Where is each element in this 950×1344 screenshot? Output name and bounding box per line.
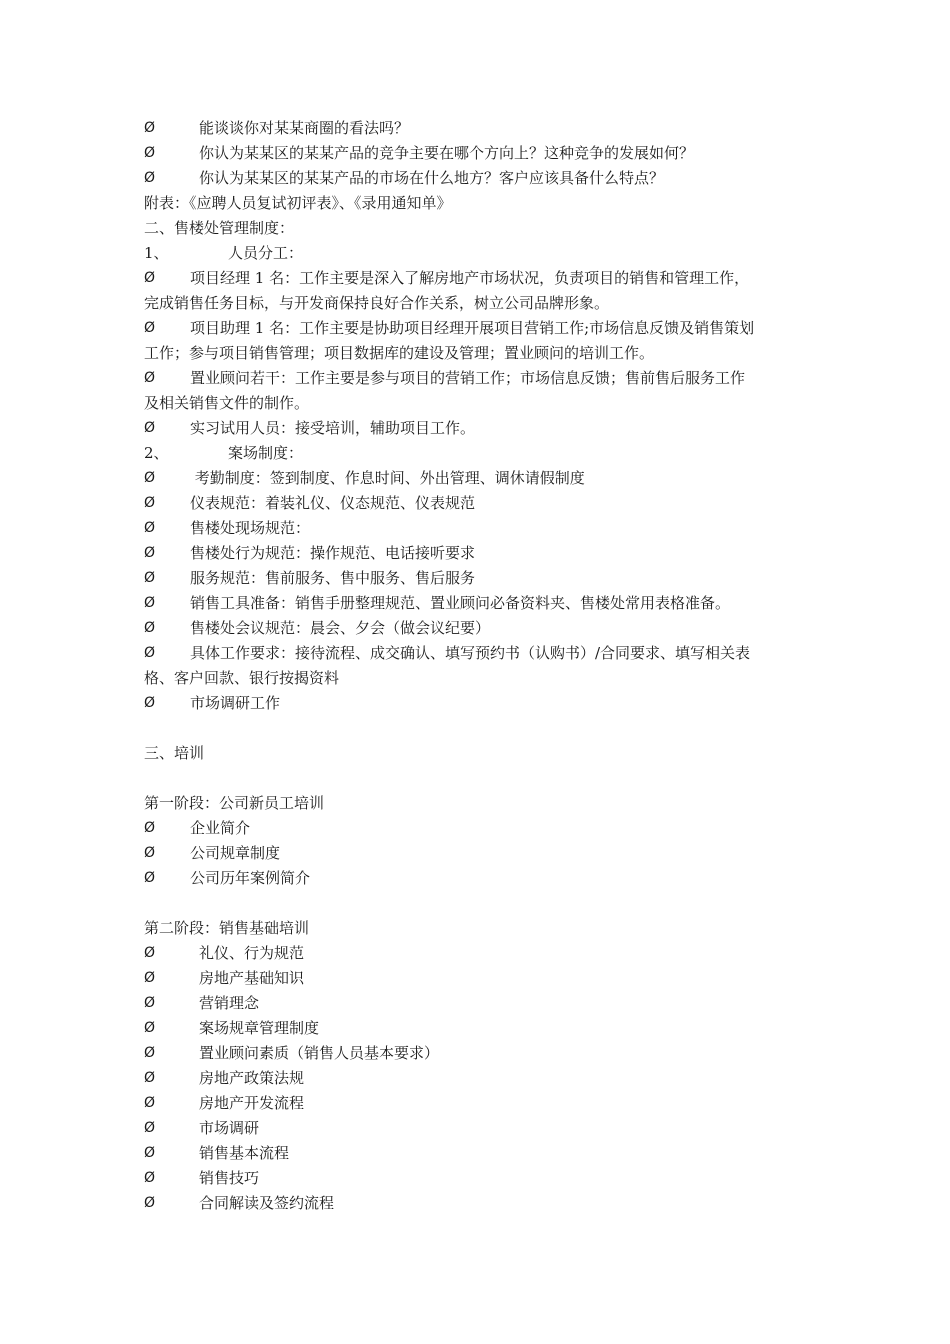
list-item [144,866,814,891]
bullet-icon: Ø [144,620,156,636]
list-item [144,641,814,666]
spacer [144,716,814,741]
spacer [144,891,814,916]
bullet-icon: Ø [144,970,156,986]
list-item [144,841,814,866]
bullet-icon: Ø [144,1095,156,1111]
list-item-continuation: 工作；参与项目销售管理；项目数据库的建设及管理；置业顾问的培训工作。 [144,344,655,362]
question-text: 你认为某某区的某某产品的市场在什么地方？客户应该具备什么特点？ [199,169,665,187]
training-item: 市场调研 [199,1119,260,1137]
bullet-icon: Ø [144,320,156,336]
training-item: 销售技巧 [199,1169,260,1187]
list-item [144,541,814,566]
list-item [144,691,814,716]
bullet-icon: Ø [144,1070,156,1086]
staff-text: 项目经理 1 名：工作主要是深入了解房地产市场状况，负责项目的销售和管理工作， [190,269,750,287]
list-item [144,466,814,491]
bullet-icon: Ø [144,695,156,711]
list-item [144,566,814,591]
list-item [144,816,814,841]
list-item [144,416,814,441]
bullet-icon: Ø [144,945,156,961]
bullet-icon: Ø [144,145,156,161]
list-item [144,1141,814,1166]
document-body [144,116,814,1216]
list-item [144,166,814,191]
list-item-continuation: 完成销售任务目标，与开发商保持良好合作关系，树立公司品牌形象。 [144,294,610,312]
spacer [144,766,814,791]
training-item: 房地产基础知识 [199,969,305,987]
bullet-icon: Ø [144,995,156,1011]
appendix-line: 附表：《应聘人员复试初评表》、《录用通知单》 [144,194,452,212]
training-item: 公司历年案例简介 [190,869,311,887]
list-item [144,266,814,291]
staff-text: 置业顾问若干：工作主要是参与项目的营销工作；市场信息反馈；售前售后服务工作 [190,369,746,387]
subsection-heading [144,441,814,466]
bullet-icon: Ø [144,1020,156,1036]
list-item [144,591,814,616]
rule-text: 售楼处会议规范：晨会、夕会（做会议纪要） [190,619,491,637]
rule-text: 具体工作要求：接待流程、成交确认、填写预约书（认购书）/合同要求、填写相关表 [190,644,751,662]
list-item [144,1066,814,1091]
subsection-number: 2、 [144,444,169,462]
subsection-label: 人员分工： [228,244,304,262]
subsection-label: 案场制度： [228,444,304,462]
rule-text: 仪表规范：着装礼仪、仪态规范、仪表规范 [190,494,476,512]
rule-text: 售楼处现场规范： [190,519,311,537]
list-item-continuation: 及相关销售文件的制作。 [144,394,310,412]
rule-text: 服务规范：售前服务、售中服务、售后服务 [190,569,476,587]
bullet-icon: Ø [144,845,156,861]
bullet-icon: Ø [144,595,156,611]
training-item: 企业简介 [190,819,251,837]
stage-heading: 第一阶段：公司新员工培训 [144,794,325,812]
list-item [144,1116,814,1141]
subsection-heading [144,241,814,266]
training-item: 房地产政策法规 [199,1069,305,1087]
bullet-icon: Ø [144,120,156,136]
training-item: 案场规章管理制度 [199,1019,320,1037]
staff-text: 项目助理 1 名：工作主要是协助项目经理开展项目营销工作;市场信息反馈及销售策划 [190,319,755,337]
training-item: 房地产开发流程 [199,1094,305,1112]
list-item [144,1041,814,1066]
list-item [144,141,814,166]
bullet-icon: Ø [144,1170,156,1186]
list-item [144,1091,814,1116]
subsection-number: 1、 [144,244,169,262]
bullet-icon: Ø [144,270,156,286]
bullet-icon: Ø [144,520,156,536]
bullet-icon: Ø [144,420,156,436]
training-item: 公司规章制度 [190,844,281,862]
list-item [144,966,814,991]
bullet-icon: Ø [144,545,156,561]
bullet-icon: Ø [144,495,156,511]
bullet-icon: Ø [144,870,156,886]
training-item: 营销理念 [199,994,260,1012]
bullet-icon: Ø [144,1195,156,1211]
training-item: 置业顾问素质（销售人员基本要求） [199,1044,440,1062]
bullet-icon: Ø [144,645,156,661]
list-item [144,616,814,641]
section-heading: 三、培训 [144,744,205,762]
list-item-continuation: 格、客户回款、银行按揭资料 [144,669,340,687]
bullet-icon: Ø [144,1045,156,1061]
training-item: 礼仪、行为规范 [199,944,305,962]
list-item [144,491,814,516]
stage-heading: 第二阶段：销售基础培训 [144,919,310,937]
list-item [144,316,814,341]
list-item [144,991,814,1016]
section-heading: 二、售楼处管理制度： [144,219,295,237]
question-text: 你认为某某区的某某产品的竞争主要在哪个方向上？这种竞争的发展如何？ [199,144,695,162]
staff-text: 实习试用人员：接受培训，辅助项目工作。 [190,419,476,437]
bullet-icon: Ø [144,570,156,586]
rule-text: 销售工具准备：销售手册整理规范、置业顾问必备资料夹、售楼处常用表格准备。 [190,594,731,612]
training-item: 合同解读及签约流程 [199,1194,335,1212]
bullet-icon: Ø [144,820,156,836]
bullet-icon: Ø [144,1120,156,1136]
list-item [144,1166,814,1191]
rule-text: 考勤制度：签到制度、作息时间、外出管理、调休请假制度 [190,469,585,487]
list-item [144,941,814,966]
list-item [144,366,814,391]
bullet-icon: Ø [144,1145,156,1161]
rule-text: 售楼处行为规范：操作规范、电话接听要求 [190,544,476,562]
bullet-icon: Ø [144,370,156,386]
list-item [144,116,814,141]
list-item [144,1016,814,1041]
rule-text: 市场调研工作 [190,694,281,712]
list-item [144,1191,814,1216]
question-text: 能谈谈你对某某商圈的看法吗？ [199,119,410,137]
training-item: 销售基本流程 [199,1144,290,1162]
bullet-icon: Ø [144,170,156,186]
list-item [144,516,814,541]
bullet-icon: Ø [144,470,156,486]
